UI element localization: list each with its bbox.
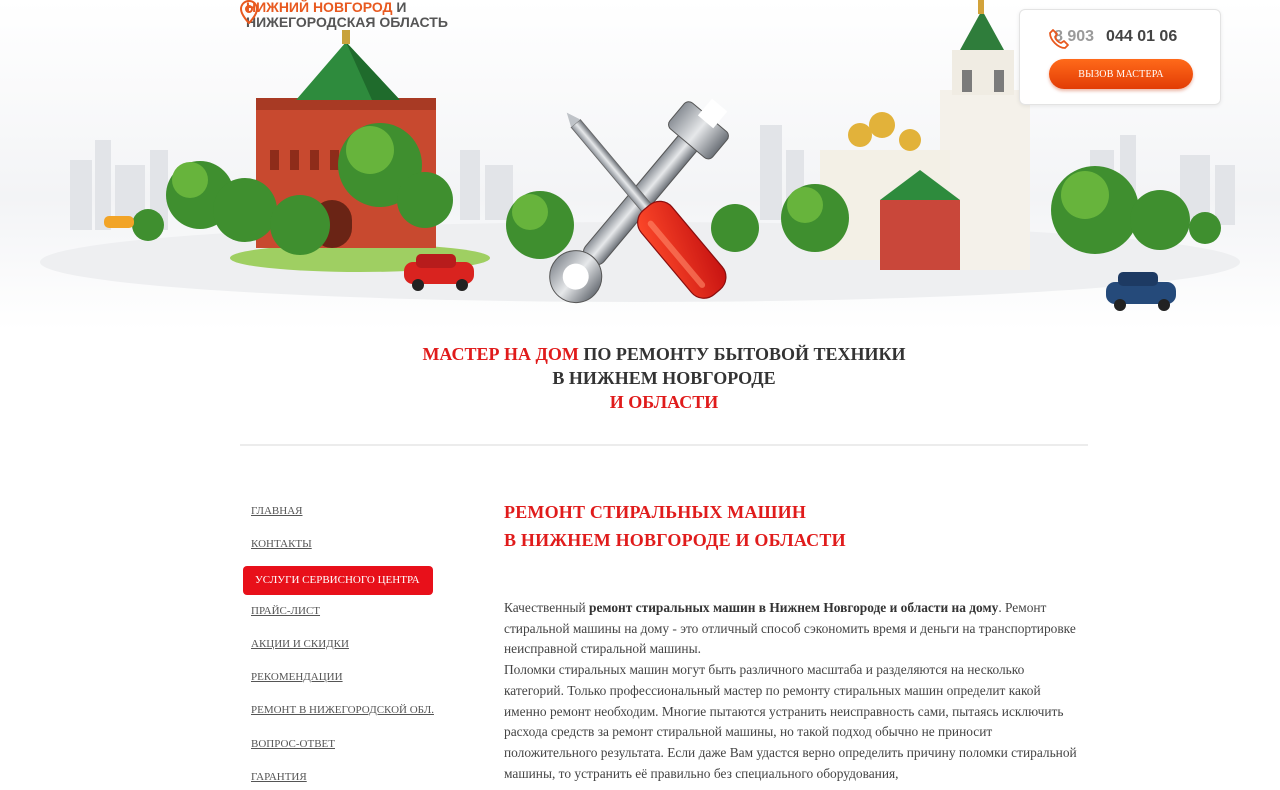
headline-accent: МАСТЕР НА ДОМ [422,344,579,364]
location-city: НИЖНИЙ НОВГОРОД [246,0,393,15]
phone-number: 044 01 06 [1106,28,1178,45]
location-region: НИЖЕГОРОДСКАЯ ОБЛАСТЬ [246,14,448,30]
headline-line1: ПО РЕМОНТУ БЫТОВОЙ ТЕХНИКИ [578,344,906,364]
phone-row[interactable] [1048,28,1177,46]
sidebar-nav [243,497,433,790]
sidebar-item-region-repair[interactable]: РЕМОНТ В НИЖЕГОРОДСКОЙ ОБЛ. [251,704,434,717]
article-paragraph-1 [504,598,1084,660]
headline-line2: В НИЖНЕМ НОВГОРОДЕ [552,368,776,388]
page-headline [240,342,1088,414]
sidebar-item-promotions[interactable]: АКЦИИ И СКИДКИ [251,637,349,650]
main-content [504,498,1084,784]
page-title-line1: РЕМОНТ СТИРАЛЬНЫХ МАШИН [504,502,807,522]
page-title-line2: В НИЖНЕМ НОВГОРОДЕ И ОБЛАСТИ [504,530,846,550]
hero-banner [0,0,1280,330]
p1-pre: Качественный [504,600,589,615]
location-conj: И [392,0,407,15]
article-paragraph-2: Поломки стиральных машин могут быть различного масштаба и разделяются на несколько категорий. Только профессиональный мастер по ремонту стиральных машин определит какой именно ремонт необходим. Многие пытаются устранить неисправность сами, пытаясь исключить расхода средств за ремонт стиральной машины, но такой подход обычно не приносит положительного результата. Если даже Вам удастся верно определить причину поломки стиральной машины, то устранить её правильно без специального оборудования, [504,662,1077,781]
sidebar-item-faq[interactable]: ВОПРОС-ОТВЕТ [251,737,335,750]
sidebar-item-home[interactable]: ГЛАВНАЯ [251,505,303,517]
contact-box [1019,9,1221,105]
sidebar-item-warranty[interactable]: ГАРАНТИЯ [251,771,307,784]
headline-line3: И ОБЛАСТИ [609,392,719,412]
location-block [240,0,448,30]
article-text [504,598,1084,784]
sidebar-item-recommendations[interactable]: РЕКОМЕНДАЦИИ [251,671,343,684]
p1-post: . Ремонт стиральной машины на дому - это отличный способ сэкономить время и деньги на транспортировке неисправной стиральной машины. [504,600,1076,657]
phone-code: 8 903 [1054,28,1095,45]
sidebar-item-price-list[interactable]: ПРАЙС-ЛИСТ [251,604,321,617]
sidebar-item-services[interactable]: УСЛУГИ СЕРВИСНОГО ЦЕНТРА [243,566,433,595]
location-text [246,0,448,30]
sidebar-item-contacts[interactable]: КОНТАКТЫ [251,538,312,551]
page-title [504,498,1084,554]
p1-bold: ремонт стиральных машин в Нижнем Новгороде и области на дому [589,600,999,615]
call-master-button[interactable]: ВЫЗОВ МАСТЕРА [1049,59,1193,89]
divider [240,444,1088,446]
